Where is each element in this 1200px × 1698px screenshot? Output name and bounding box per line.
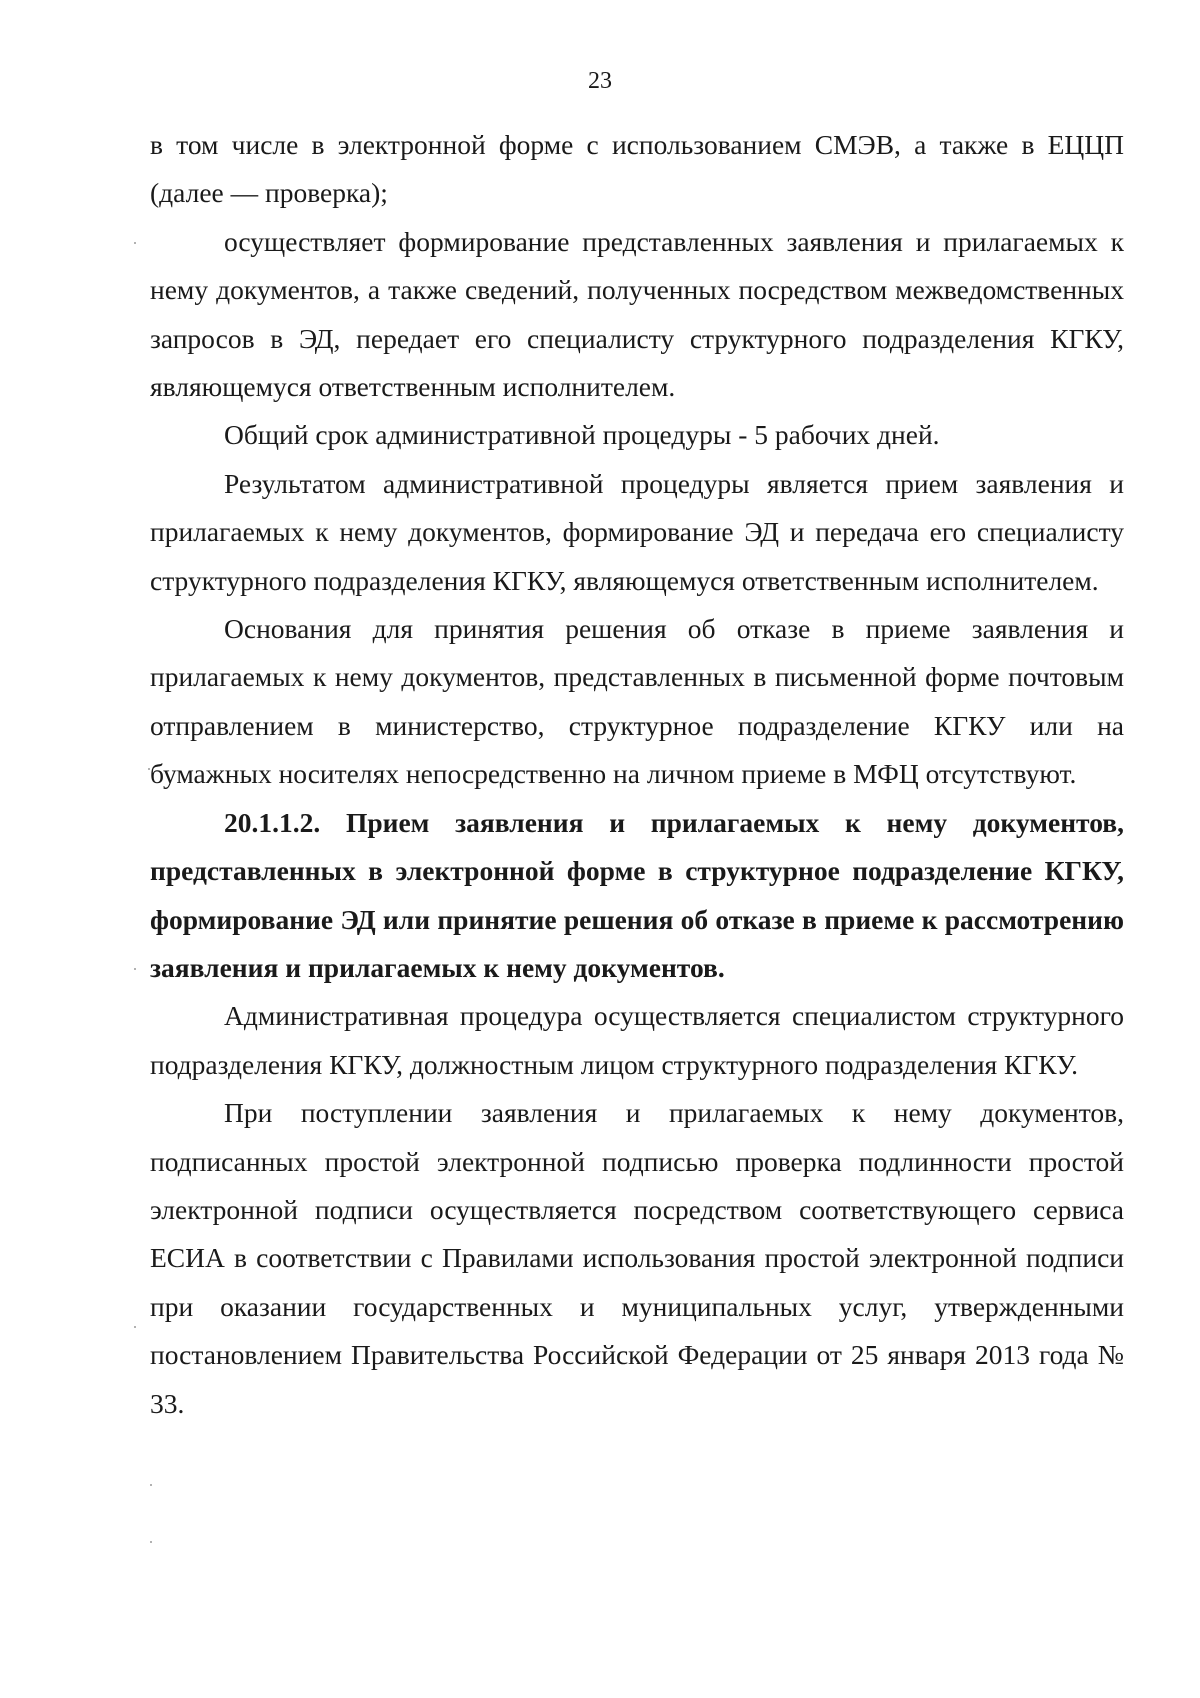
paragraph-grounds: Основания для принятия решения об отказе в приеме заявления и прилагаемых к нему документов, представленных в письменной форме почтовым отправлением в министерство, структурное подразделение КГКУ или на бумажных носителях непосредственно на личном приеме в МФЦ отсутствуют. <box>150 613 1124 790</box>
paragraph-signature-check: При поступлении заявления и прилагаемых к нему документов, подписанных простой электронной подписью проверка подлинности простой электронной подписи осуществляется посредством соответствующего сервиса ЕСИА в соответствии с Правилами использования простой электронной подписи при оказании государственных и муниципальных услуг, утвержденными постановлением Правительства Российской Федерации от 25 января 2013 года № 33. <box>150 1097 1124 1419</box>
paragraph-total-term: Общий срок административной процедуры - 5 рабочих дней. <box>224 419 940 451</box>
scan-speck <box>148 768 150 770</box>
scan-speck <box>134 968 136 970</box>
paragraph-procedure: Административная процедура осуществляется специалистом структурного подразделения КГКУ, должностным лицом структурного подразделения КГКУ. <box>150 1000 1124 1080</box>
scan-speck <box>134 1326 136 1328</box>
scan-speck <box>134 242 136 244</box>
document-body <box>150 121 1124 1428</box>
section-heading: 20.1.1.2. Прием заявления и прилагаемых к нему документов, представленных в электронной форме в структурное подразделение КГКУ, формирование ЭД или принятие решения об отказе в приеме к рассмотрению заявления и прилагаемых к нему документов. <box>150 806 1124 983</box>
page-number: 23 <box>588 68 612 94</box>
scan-speck <box>150 1484 152 1486</box>
paragraph-formation: осуществляет формирование представленных заявления и прилагаемых к нему документов, а также сведений, полученных посредством межведомственных запросов в ЭД, передает его специалисту структурного подразделения КГКУ, являющемуся ответственным исполнителем. <box>150 225 1124 403</box>
paragraph-result: Результатом административной процедуры является прием заявления и прилагаемых к нему документов, формирование ЭД и передача его специалисту структурного подразделения КГКУ, являющемуся ответственным исполнителем. <box>150 467 1124 596</box>
scan-speck <box>150 1541 152 1543</box>
paragraph-continuation: в том числе в электронной форме с использованием СМЭВ, а также в ЕЦЦП (далее — проверка); <box>150 129 1124 209</box>
